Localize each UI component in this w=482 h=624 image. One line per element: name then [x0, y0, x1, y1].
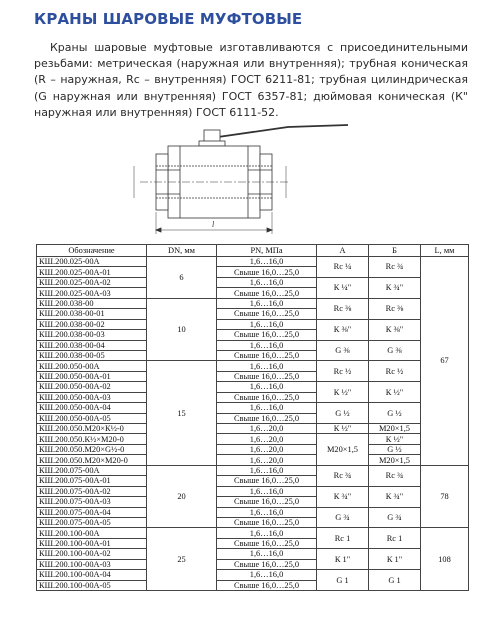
code-cell: КШ.200.025-00А-01	[37, 267, 147, 277]
a-cell: Rc ¾	[317, 465, 369, 486]
table-row	[37, 465, 469, 475]
dimension-l-label: l	[212, 220, 215, 229]
code-cell: КШ.200.025-00А	[37, 257, 147, 267]
b-cell: К ½"	[369, 434, 421, 444]
b-cell: М20×1,5	[369, 424, 421, 434]
b-cell: К 1"	[369, 549, 421, 570]
code-cell: КШ.200.038-00-03	[37, 330, 147, 340]
dn-cell: 10	[147, 298, 217, 361]
table-row	[37, 424, 469, 434]
code-cell: КШ.200.050-00А-04	[37, 403, 147, 413]
pn-cell: 1,6…16,0	[217, 361, 317, 371]
col-l: L, мм	[421, 245, 469, 257]
a-cell: G ½	[317, 403, 369, 424]
col-b: Б	[369, 245, 421, 257]
a-cell: G ⅜	[317, 340, 369, 361]
spec-table	[36, 244, 469, 591]
code-cell: КШ.200.038-00	[37, 298, 147, 308]
table-row	[37, 403, 469, 413]
page-title: КРАНЫ ШАРОВЫЕ МУФТОВЫЕ	[34, 10, 303, 28]
pn-cell: Свыше 16,0…25,0	[217, 517, 317, 527]
valve-drawing	[120, 120, 380, 242]
pn-cell: Свыше 16,0…25,0	[217, 288, 317, 298]
table-row	[37, 319, 469, 329]
table-row	[37, 486, 469, 496]
b-cell: G ½	[369, 444, 421, 454]
table-row	[37, 382, 469, 392]
table-row	[37, 549, 469, 559]
pn-cell: Свыше 16,0…25,0	[217, 580, 317, 590]
pn-cell: 1,6…16,0	[217, 257, 317, 267]
pn-cell: 1,6…16,0	[217, 298, 317, 308]
pn-cell: Свыше 16,0…25,0	[217, 497, 317, 507]
dn-cell: 20	[147, 465, 217, 528]
pn-cell: 1,6…16,0	[217, 570, 317, 580]
code-cell: КШ.200.050-00А-05	[37, 413, 147, 423]
pn-cell: 1,6…20,0	[217, 455, 317, 465]
code-cell: КШ.200.075-00А-04	[37, 507, 147, 517]
code-cell: КШ.200.038-00-02	[37, 319, 147, 329]
a-cell: Rc 1	[317, 528, 369, 549]
l-cell: 67	[421, 257, 469, 466]
table-row	[37, 257, 469, 267]
b-cell: К ¾"	[369, 486, 421, 507]
a-cell: К ¼"	[317, 277, 369, 298]
l-cell: 78	[421, 465, 469, 528]
code-cell: КШ.200.100-00А-01	[37, 538, 147, 548]
code-cell: КШ.200.100-00А-05	[37, 580, 147, 590]
pn-cell: 1,6…16,0	[217, 486, 317, 496]
a-cell: К 1"	[317, 549, 369, 570]
table-row	[37, 298, 469, 308]
a-cell: К ½"	[317, 382, 369, 403]
intro-text: Краны шаровые муфтовые изготавливаются с присоединительными резьбами: метрическая (наружная или внутренняя); трубная коническая (R – наружная, Rc – внутренняя) ГОСТ 6211-81; трубная цилиндрическая (G наружная или внутренняя) ГОСТ 6357-81; дюймовая коническая (К" наружная или внутренняя) ГОСТ 6111-52.	[34, 41, 468, 119]
intro-paragraph	[34, 40, 468, 121]
code-cell: КШ.200.100-00А-04	[37, 570, 147, 580]
a-cell: Rc ½	[317, 361, 369, 382]
table-row	[37, 340, 469, 350]
code-cell: КШ.200.050.М20×К½-0	[37, 424, 147, 434]
code-cell: КШ.200.050.К½×М20-0	[37, 434, 147, 444]
table-row	[37, 455, 469, 465]
pn-cell: Свыше 16,0…25,0	[217, 309, 317, 319]
pn-cell: 1,6…16,0	[217, 277, 317, 287]
a-cell: Rc ⅜	[317, 298, 369, 319]
code-cell: КШ.200.100-00А	[37, 528, 147, 538]
table-row	[37, 570, 469, 580]
pn-cell: 1,6…16,0	[217, 528, 317, 538]
pn-cell: Свыше 16,0…25,0	[217, 476, 317, 486]
pn-cell: 1,6…20,0	[217, 444, 317, 454]
pn-cell: 1,6…16,0	[217, 465, 317, 475]
col-dn: DN, мм	[147, 245, 217, 257]
b-cell: К ½"	[369, 382, 421, 403]
code-cell: КШ.200.075-00А-02	[37, 486, 147, 496]
a-cell: К ¾"	[317, 486, 369, 507]
code-cell: КШ.200.038-00-01	[37, 309, 147, 319]
pn-cell: Свыше 16,0…25,0	[217, 371, 317, 381]
b-cell: Rc ¾	[369, 465, 421, 486]
code-cell: КШ.200.025-00А-03	[37, 288, 147, 298]
b-cell: К ⅜"	[369, 319, 421, 340]
pn-cell: 1,6…16,0	[217, 382, 317, 392]
col-a: А	[317, 245, 369, 257]
pn-cell: 1,6…16,0	[217, 319, 317, 329]
code-cell: КШ.200.075-00А-03	[37, 497, 147, 507]
pn-cell: 1,6…20,0	[217, 434, 317, 444]
code-cell: КШ.200.050.М20×М20-0	[37, 455, 147, 465]
pn-cell: Свыше 16,0…25,0	[217, 413, 317, 423]
a-cell: G 1	[317, 570, 369, 591]
code-cell: КШ.200.050.М20×G½-0	[37, 444, 147, 454]
code-cell: КШ.200.100-00А-03	[37, 559, 147, 569]
a-cell: К ½"	[317, 424, 369, 434]
code-cell: КШ.200.038-00-05	[37, 350, 147, 360]
code-cell: КШ.200.075-00А	[37, 465, 147, 475]
b-cell: К ¾"	[369, 277, 421, 298]
code-cell: КШ.200.050-00А-03	[37, 392, 147, 402]
dn-cell: 15	[147, 361, 217, 465]
pn-cell: 1,6…16,0	[217, 403, 317, 413]
table-row	[37, 434, 469, 444]
dn-cell: 25	[147, 528, 217, 591]
code-cell: КШ.200.100-00А-02	[37, 549, 147, 559]
pn-cell: Свыше 16,0…25,0	[217, 559, 317, 569]
table-row	[37, 528, 469, 538]
b-cell: G ½	[369, 403, 421, 424]
code-cell: КШ.200.025-00А-02	[37, 277, 147, 287]
b-cell: G ¾	[369, 507, 421, 528]
table-row	[37, 361, 469, 371]
pn-cell: Свыше 16,0…25,0	[217, 392, 317, 402]
table-row	[37, 507, 469, 517]
pn-cell: Свыше 16,0…25,0	[217, 267, 317, 277]
pn-cell: 1,6…16,0	[217, 340, 317, 350]
pn-cell: Свыше 16,0…25,0	[217, 538, 317, 548]
b-cell: G 1	[369, 570, 421, 591]
a-cell: К ⅜"	[317, 319, 369, 340]
code-cell: КШ.200.075-00А-01	[37, 476, 147, 486]
a-cell: Rc ¼	[317, 257, 369, 278]
pn-cell: Свыше 16,0…25,0	[217, 330, 317, 340]
b-cell: М20×1,5	[369, 455, 421, 465]
code-cell: КШ.200.050-00А	[37, 361, 147, 371]
a-cell: G ¾	[317, 507, 369, 528]
col-designation: Обозначение	[37, 245, 147, 257]
b-cell: Rc ½	[369, 361, 421, 382]
l-cell: 108	[421, 528, 469, 591]
code-cell: КШ.200.038-00-04	[37, 340, 147, 350]
code-cell: КШ.200.050-00А-02	[37, 382, 147, 392]
pn-cell: 1,6…20,0	[217, 424, 317, 434]
b-cell: Rc 1	[369, 528, 421, 549]
code-cell: КШ.200.050-00А-01	[37, 371, 147, 381]
pn-cell: Свыше 16,0…25,0	[217, 350, 317, 360]
b-cell: G ⅜	[369, 340, 421, 361]
pn-cell: 1,6…16,0	[217, 507, 317, 517]
code-cell: КШ.200.075-00А-05	[37, 517, 147, 527]
pn-cell: 1,6…16,0	[217, 549, 317, 559]
table-row	[37, 444, 469, 454]
b-cell: Rc ¾	[369, 257, 421, 278]
col-pn: PN, МПа	[217, 245, 317, 257]
dn-cell: 6	[147, 257, 217, 299]
header-row	[37, 245, 469, 257]
a-cell: М20×1,5	[317, 434, 369, 465]
table-row	[37, 277, 469, 287]
b-cell: Rc ⅜	[369, 298, 421, 319]
